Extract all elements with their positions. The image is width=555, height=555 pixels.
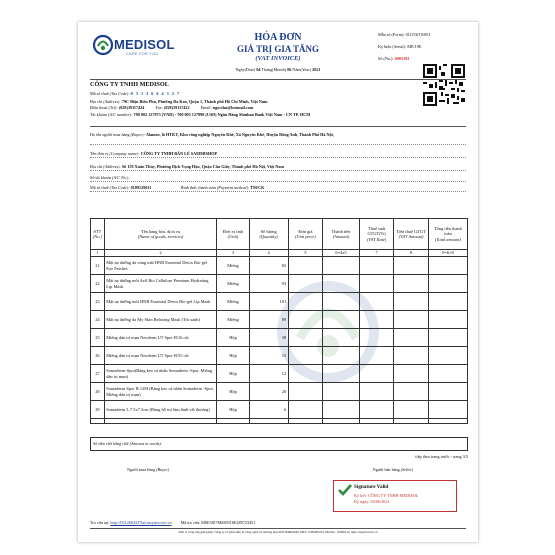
row-vat-rate (359, 329, 393, 347)
logo-tagline: CARE FOR YOU (126, 52, 159, 56)
index-cell: 6=4x5 (323, 250, 360, 257)
divider-mid (90, 126, 466, 127)
divider-bottom (90, 528, 466, 529)
row-name: Miếng dán trị mụn Neoderm UT Spot H/16 cái (104, 329, 217, 347)
invoice-subtitle: GIÁ TRỊ GIA TĂNG (237, 44, 319, 54)
row-price (288, 257, 322, 275)
row-no: 24 (91, 311, 105, 329)
row-qty: 20 (249, 383, 288, 401)
table-row (91, 365, 468, 383)
medisol-logo (92, 34, 182, 60)
buyer-tax-line (90, 191, 466, 192)
table-row (91, 329, 468, 347)
tail-cell (288, 419, 322, 424)
tail-cell (91, 419, 105, 424)
invoice-title: HÓA ĐƠN (254, 32, 302, 43)
row-amount (323, 383, 360, 401)
row-name: Mặt nạ dưỡng da My Skin Relaxing Mask (Trà xanh) (104, 311, 217, 329)
amount-words-box (90, 437, 468, 451)
buyer-address: Địa chỉ (Address): Số 159 Xuân Thủy, Phường Dịch Vọng Hậu, Quận Cầu Giấy, Thành phố Hà Nội, Việt Nam (90, 164, 284, 169)
lookup-line: Tra cứu tại: http://0312664327hd.easyinvoice.vn Mã tra cứu: M6E38J7MS80316E285723451 (90, 520, 256, 525)
row-total (428, 383, 467, 401)
row-vat-rate (359, 257, 393, 275)
row-qty: 101 (249, 293, 288, 311)
qr-code-icon (423, 64, 465, 106)
row-name: Mặt nạ dưỡng môi HNB Essential Detox Bio-gel Lip Mask (104, 293, 217, 311)
row-unit: Hộp (217, 401, 249, 419)
tail-cell (217, 419, 249, 424)
row-name: Mặt nạ dưỡng da vùng mắt HNB Essential Detox Bio-gel Eye Patches (104, 257, 217, 275)
row-vat-amount (394, 293, 428, 311)
row-vat-amount (394, 257, 428, 275)
row-total (428, 329, 467, 347)
invoice-number: Số (No.): 0003192 (378, 56, 410, 61)
table-row (91, 293, 468, 311)
row-amount (323, 257, 360, 275)
row-qty: 38 (249, 329, 288, 347)
row-total (428, 401, 467, 419)
row-total (428, 311, 467, 329)
row-amount (323, 293, 360, 311)
table-row (91, 347, 468, 365)
row-qty: 83 (249, 257, 288, 275)
logo-text: MEDISOL (114, 37, 175, 52)
row-qty: 12 (249, 365, 288, 383)
row-vat-rate (359, 401, 393, 419)
col-header: STT (No.) (91, 219, 105, 250)
row-vat-rate (359, 293, 393, 311)
invoice-title-en: (VAT INVOICE) (255, 55, 301, 62)
row-vat-amount (394, 311, 428, 329)
row-no: 25 (91, 329, 105, 347)
row-vat-amount (394, 275, 428, 293)
signature-valid-text: Signature Valid (354, 484, 389, 490)
col-header: Tên hàng hóa, dịch vụ (Name of goods, services) (104, 219, 217, 250)
index-cell: 5 (288, 250, 322, 257)
row-no: 23 (91, 293, 105, 311)
page-continued: tiếp theo trang trước - trang 3/3 (415, 454, 468, 459)
table-row (91, 311, 468, 329)
row-amount (323, 329, 360, 347)
tail-cell (394, 419, 428, 424)
row-total (428, 293, 467, 311)
row-no: 21 (91, 257, 105, 275)
seller-tax-code: Mã số thuế (Tax Code): 0 3 1 2 6 6 4 3 2 7 (90, 91, 181, 96)
table-header-row (91, 219, 468, 250)
row-name: Somaderm L 7.5x7.5cm (Băng hỗ trợ làm lành vết thương) (104, 401, 217, 419)
index-cell: 7 (359, 250, 393, 257)
row-unit: Hộp (217, 347, 249, 365)
row-price (288, 275, 322, 293)
row-amount (323, 275, 360, 293)
row-total (428, 257, 467, 275)
index-cell: 8 (394, 250, 428, 257)
row-price (288, 329, 322, 347)
row-vat-rate (359, 383, 393, 401)
signed-date-text: Ký ngày: 04/06/2021 (354, 499, 390, 504)
digital-signature-box (333, 480, 457, 512)
index-cell: 1 (91, 250, 105, 257)
form-number: Mẫu số (Form): 01GTKT0/001 (378, 32, 431, 37)
index-cell: 4 (249, 250, 288, 257)
seller-address: Địa chỉ (Address): 79C Điện Biên Phủ, Phường Đa Kao, Quận 1, Thành phố Hồ Chí Minh, Việt Nam (90, 99, 268, 104)
row-price (288, 347, 322, 365)
items-table (90, 218, 468, 424)
index-cell: 9=6+8 (428, 250, 467, 257)
row-amount (323, 401, 360, 419)
col-header: Đơn giá (Unit price) (288, 219, 322, 250)
table-row (91, 257, 468, 275)
row-vat-amount (394, 365, 428, 383)
row-unit: Hộp (217, 383, 249, 401)
tail-cell (359, 419, 393, 424)
invoice-page (78, 22, 478, 542)
row-total (428, 365, 467, 383)
row-vat-amount (394, 383, 428, 401)
buyer-account-line (90, 181, 466, 182)
row-no: 28 (91, 383, 105, 401)
col-header: Tiền thuế GTGT (VAT Amount) (394, 219, 428, 250)
buyer-signature-label: Người mua hàng (Buyer) (126, 467, 170, 472)
row-unit: Miếng (217, 311, 249, 329)
invoice-date: Ngày(Date) 04 Tháng(Month) 06 Năm(Year) 2021 (235, 67, 321, 72)
row-qty: 15 (249, 347, 288, 365)
row-name: Mặt nạ dưỡng môi Avil Bio Cellulose Premium Hydrating Lip Mask (104, 275, 217, 293)
row-unit: Miếng (217, 275, 249, 293)
buyer-account: Số tài khoản (A/C No.): (90, 175, 130, 180)
row-total (428, 275, 467, 293)
lookup-link[interactable]: http://0312664327hd.easyinvoice.vn (110, 520, 172, 525)
seller-company-name: CÔNG TY TNHH MEDISOL (90, 81, 169, 88)
col-header: Thuế suất GTGT(%) (VAT Rate) (359, 219, 393, 250)
provider-fine-print: Đơn vị cung cấp giải pháp: Công ty cổ phần đầu tư công nghệ và thương mại SOFTDREAMS, MST: 0105987432, Hotline: 19006142, http://easyinvoice.vn (178, 530, 378, 534)
col-header: Thành tiền (Amount) (323, 219, 360, 250)
row-unit: Hộp (217, 365, 249, 383)
row-vat-rate (359, 311, 393, 329)
tail-cell (104, 419, 217, 424)
row-name: Somaderm-Spot(Băng keo cá nhân Somaderm -Spot, Miếng dán trị mụn) (104, 365, 217, 383)
row-amount (323, 365, 360, 383)
row-unit: Miếng (217, 293, 249, 311)
seller-signature-label: Người bán hàng (Seller) (372, 467, 414, 472)
check-icon (338, 483, 352, 497)
buyer-tax-payment: Mã số thuế (Tax Code): 0109129611 Hình thức thanh toán (Payment method): TM/CK (90, 185, 265, 190)
buyer-name: Họ tên người mua hàng (Buyer): Alameo, lô HTKT, Khu công nghiệp Nguyên Khê, Xã Nguyên Khê, Huyện Đông Anh, Thành Phố Hà Nội, (90, 132, 334, 137)
table-row (91, 275, 468, 293)
row-total (428, 347, 467, 365)
row-amount (323, 347, 360, 365)
row-no: 26 (91, 347, 105, 365)
tail-cell (249, 419, 288, 424)
buyer-name-line (90, 144, 466, 145)
row-unit: Hộp (217, 329, 249, 347)
divider-top (90, 79, 466, 80)
row-no: 22 (91, 275, 105, 293)
row-unit: Miếng (217, 257, 249, 275)
row-no: 27 (91, 365, 105, 383)
row-vat-rate (359, 347, 393, 365)
table-index-row (91, 250, 468, 257)
col-header: Tổng tiền thanh toán (Total amount) (428, 219, 467, 250)
row-qty: 93 (249, 275, 288, 293)
row-price (288, 311, 322, 329)
index-cell: 3 (217, 250, 249, 257)
row-price (288, 365, 322, 383)
row-vat-rate (359, 275, 393, 293)
row-price (288, 401, 322, 419)
seller-contact: Điện thoại (Tel): (028)39117424 Fax: (028)39117422 Email: ngocthu@hotmail.com (90, 105, 254, 110)
row-no: 29 (91, 401, 105, 419)
row-qty: 6 (249, 401, 288, 419)
row-vat-rate (359, 365, 393, 383)
row-name: Somaderm Spot H.12M (Băng keo cá nhân Somaderm -Spot, Miếng dán trị mụn) (104, 383, 217, 401)
table-tail-row (91, 419, 468, 424)
row-qty: 89 (249, 311, 288, 329)
row-vat-amount (394, 329, 428, 347)
row-vat-amount (394, 347, 428, 365)
logo-mark-icon (92, 34, 114, 56)
row-vat-amount (394, 401, 428, 419)
col-header: Số lượng (Quantity) (249, 219, 288, 250)
tail-cell (323, 419, 360, 424)
signed-by-text: Ký bởi: CÔNG TY TNHH MEDISOL (354, 493, 419, 498)
serial-number: Ký hiệu (Serial): ME/19E (378, 44, 422, 49)
buyer-company: Tên đơn vị (Company name): CÔNG TY TNHH BÁN LẺ SAMMISHOP (90, 151, 218, 156)
tail-cell (428, 419, 467, 424)
row-name: Miếng dán trị mụn Neoderm UT Spot H/55 cái (104, 347, 217, 365)
row-amount (323, 311, 360, 329)
table-row (91, 383, 468, 401)
buyer-address-line (90, 170, 466, 171)
row-price (288, 293, 322, 311)
buyer-company-line (90, 157, 466, 158)
seller-account: Tài khoản (A/C number): 700 002 127973 (VND) - 700 003 127998 (USD) Ngân Hàng Shinhan Bank Việt Nam - CN TP. HCM (90, 112, 311, 117)
row-price (288, 383, 322, 401)
table-row (91, 401, 468, 419)
col-header: Đơn vị tính (Unit) (217, 219, 249, 250)
amount-words-label: Số tiền viết bằng chữ (Amount in words): (93, 441, 163, 446)
index-cell: 2 (104, 250, 217, 257)
